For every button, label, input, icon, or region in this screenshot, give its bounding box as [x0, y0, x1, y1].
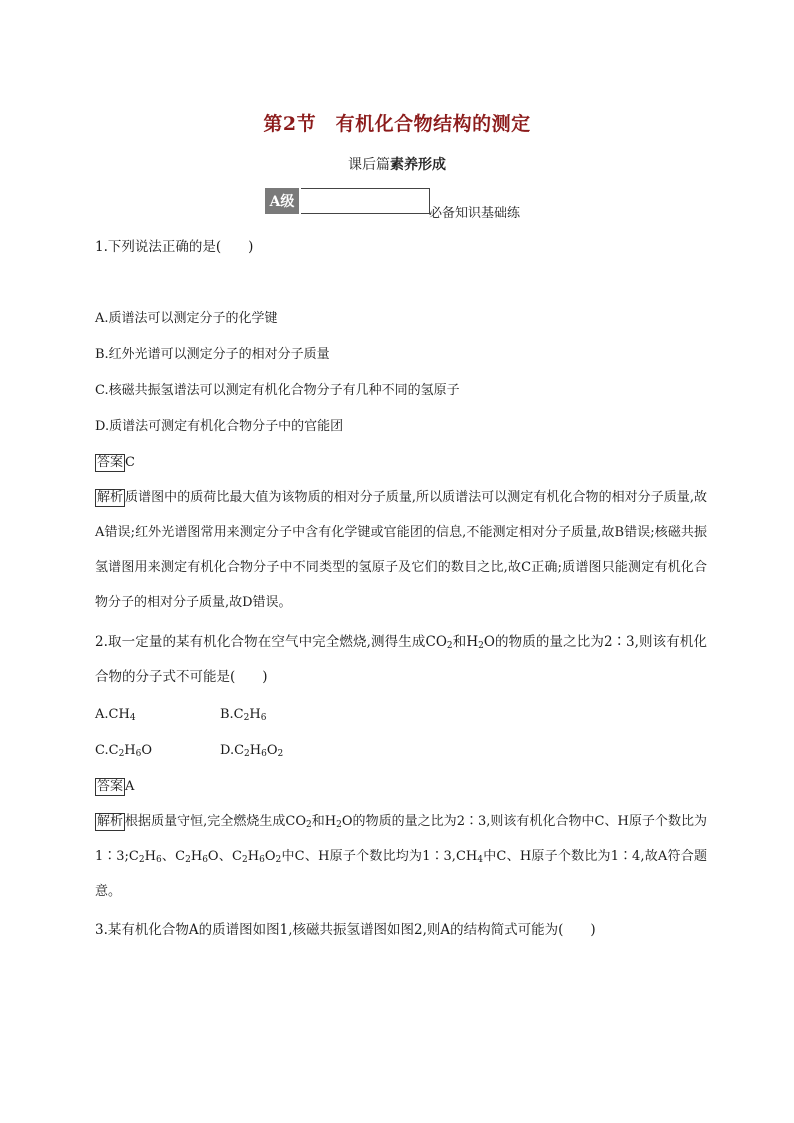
question-1-option-a: A.质谱法可以测定分子的化学键	[95, 311, 278, 326]
question-1-answer	[95, 454, 135, 472]
level-box	[301, 188, 430, 214]
answer-tag: 答案	[97, 455, 124, 470]
answer-tag: 答案	[97, 779, 124, 794]
question-2-option-b: $B.C_2H_6$	[220, 707, 267, 723]
question-2-option-c: $C.C_2H_6O$	[95, 743, 153, 759]
question-1-option-b: B.红外光谱可以测定分子的相对分子质量	[95, 347, 330, 362]
level-badge: A级	[265, 188, 299, 214]
question-3-stem: 3.某有机化合物A的质谱图如图1,核磁共振氢谱图如图2,则A的结构简式可能为( )	[95, 922, 596, 938]
question-2-answer	[95, 778, 134, 796]
answer-value: C	[125, 455, 135, 470]
question-2-option-d: $D.C_2H_6O_2$	[220, 743, 284, 759]
subtitle-bold: 素养形成	[390, 157, 446, 173]
analysis-tag: 解析	[97, 814, 124, 829]
level-label: 必备知识基础练	[429, 206, 521, 221]
answer-value: A	[125, 779, 135, 794]
page-title: 第2节 有机化合物结构的测定	[263, 113, 531, 135]
question-1-option-d: D.质谱法可测定有机化合物分子中的官能团	[95, 419, 344, 434]
question-1-analysis	[95, 480, 707, 620]
question-1-option-c: C.核磁共振氢谱法可以测定有机化合物分子有几种不同的氢原子	[95, 383, 460, 398]
question-2-stem: 2.取一定量的某有机化合物在空气中完全燃烧,测得生成$CO_2$和$H_2O$的物质的量之比为2∶3,则该有机化合物的分子式不可能是( )	[95, 634, 707, 685]
analysis-tag: 解析	[97, 490, 124, 505]
question-1-stem: 1.下列说法正确的是( )	[95, 239, 254, 255]
page-subtitle	[0, 154, 794, 174]
subtitle-prefix: 课后篇	[348, 157, 390, 173]
analysis-text: 质谱图中的质荷比最大值为该物质的相对分子质量,所以质谱法可以测定有机化合物的相对分子质量,故A错误;红外光谱图常用来测定分子中含有化学键或官能团的信息,不能测定相对分子质量,故B错误;核磁共振氢谱图用来测定有机化合物分子中不同类型的氢原子及它们的数目之比,故C正确;质谱图只能测定有机化合物分子的相对分子质量,故D错误。	[95, 490, 707, 610]
question-2-analysis: 解析 根据质量守恒,完全燃烧生成$CO_2$和$H_2O$的物质的量之比为2∶3,则该有机化合物中C、H原子个数比为$1∶3;C_2H_6$、$C_2H_6O$、$C_2H_6O_2$中C、H原子个数比均为$1∶3,CH_4$中C、H原子个数比为1∶4,故A符合题意。	[95, 814, 708, 899]
question-2-option-a: $A.CH_4$	[95, 707, 136, 723]
